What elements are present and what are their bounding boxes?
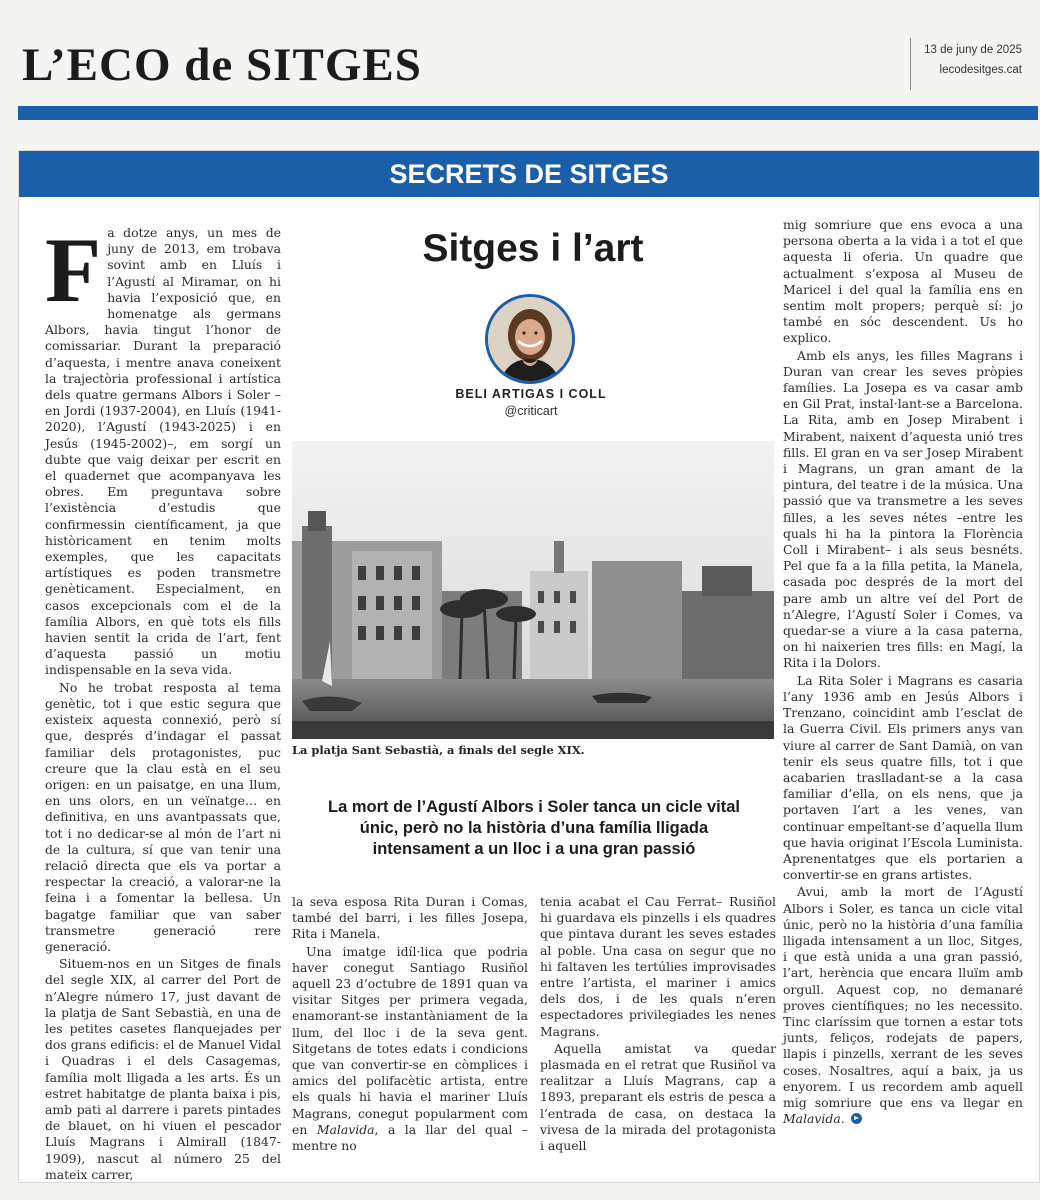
masthead-bar — [18, 106, 1038, 120]
article-column-3 — [540, 894, 776, 1155]
drop-cap: F — [45, 219, 102, 321]
author-portrait-icon — [488, 297, 572, 381]
pull-quote: La mort de l’Agustí Albors i Soler tanca un cicle vital únic, però no la història d’una família lligada intensament a un lloc i a una gran passió — [328, 798, 740, 858]
issue-date: 13 de juny de 2025 — [924, 44, 1022, 56]
photo-caption: La platja Sant Sebastià, a finals del segle XIX. — [292, 743, 585, 757]
paragraph: La Rita Soler i Magrans es casaria l’any 1936 amb en Jesús Albors i Trenzano, coincidint amb l’esclat de la Guerra Civil. Els primers anys van viure al carrer de Sant Damià, on van tenir els seus quatre fills, tot i que acabarien traslladant-se a la casa familiar d’ella, on els nens, que ja portaven l’art a les venes, van continuar empeltant-se d’aquella llum que havia originat l’Escola Luminista. Aprenentatges que els portarien a convertir-se en grans artistes. — [783, 672, 1023, 883]
paragraph: Aquella amistat va quedar plasmada en el retrat que Rusiñol va realitzar a Lluís Magrans, cap a 1893, preparant els estris de pesca a l’entrada de casa, on destaca la vivesa de la mirada del protagonista i aquell — [540, 1040, 776, 1154]
author-handle: @criticart — [504, 404, 558, 418]
beach-photo-image — [292, 441, 774, 739]
author-name: BELI ARTIGAS I COLL — [455, 387, 607, 401]
author-avatar — [485, 294, 575, 384]
paragraph: No he trobat resposta al tema genètic, tot i que estic segura que existeix aquesta connexió, però sí que, després d’indagar el passat familiar dels protagonistes, puc creure que la clau està en el seu origen: en un paisatge, en una llum, en uns olors, en un veïnatge… en definitiva, en uns avantpassats que, tot i no dedicar-se al món de l’art ni de la cultura, sí que van tenir una relació directa que els va portar a respectar la creació, a valorar-ne la feina i a fomentar la bellesa. Un bagatge familiar que van saber transmetre generació rere generació. — [45, 679, 281, 954]
nickname: Malavida — [316, 1121, 375, 1137]
article-page — [18, 150, 1040, 1183]
article-column-2 — [292, 894, 528, 1155]
article-end-arrow-icon — [851, 1113, 862, 1124]
paragraph: tenia acabat el Cau Ferrat– Rusiñol hi guardava els pinzells i els quadres que pintava durant les seves estades al poble. Una casa on segur que no hi faltaven les tertúlies improvisades entre l’artista, el mariner i amics dels dos, i de les quals n’eren espectadores privilegiades les nenes Magrans. — [540, 894, 776, 1039]
masthead — [0, 0, 1040, 122]
paragraph: la seva esposa Rita Duran i Comas, també del barri, i les filles Josepa, Rita i Manela. — [292, 894, 528, 942]
masthead-divider — [910, 38, 911, 90]
newspaper-title: L’ECO de SITGES — [22, 39, 422, 91]
paragraph: Una imatge idíl·lica que podria haver conegut Santiago Rusiñol aquell 23 d’octubre de 1891 quan va visitar Sitges per primera vegada, enamorant-se instantàniament de la llum, del lloc i de la seva gent. Sitgetans de totes edats i condicions que van convertir-se en còmplices i amics del polifacètic artista, entre els quals hi havia el mariner Lluís Magrans, conegut popularment com en Malavida, a la llar del qual –mentre no — [292, 943, 528, 1154]
section-title: SECRETS DE SITGES — [389, 159, 669, 189]
website-address: lecodesitges.cat — [939, 64, 1022, 76]
paragraph: Fa dotze anys, un mes de juny de 2013, em trobava sovint amb en Lluís i l’Agustí al Miramar, on hi havia l’exposició que, en homenatge als germans Albors, havia tingut l’honor de comissariar. Durant la preparació d’aquesta, i mentre anava coneixent la trajectòria professional i artística dels quatre germans Albors i Soler –en Jordi (1937-2004), en Lluís (1941-2020), l’Agustí (1943-2025) i en Jesús (1945-2002)–, em sorgí un dubte que vaig deixar per escrit en el quadernet que acompanyava les obres. Em preguntava sobre l’existència d’estudis que confirmessin científicament, ja que històricament en tenim molts exemples, que les capacitats artístiques es poden transmetre genèticament. Especialment, en casos excepcionals com el de la família Albors, en què tots els fills havien sentit la crida de l’art, fent d’aquesta passió un motiu indispensable en la seva vida. — [45, 219, 281, 678]
paragraph: Avui, amb la mort de l’Agustí Albors i Soler, es tanca un cicle vital únic, però no la història d’una família lligada intensament a un lloc, Sitges, i que està unida a una gran passió, l’art, herència que encara lluïm amb orgull. Aquest cop, no demanaré proves científiques; no les necessito. Tinc claríssim que tornen a estar tots junts, feliços, rodejats de papers, llapis i pinzells, xerrant de les seves coses. Nosaltres, aquí a baix, ja us enyorem. I us recordem amb aquell mig somriure que ens va llegar en Malavida. — [783, 884, 1023, 1127]
paragraph: Amb els anys, les filles Magrans i Duran van crear les seves pròpies famílies. La Josepa es va casar amb en Gil Prat, instal·lant-se a Barcelona. La Rita, amb en Josep Mirabent i Mirabent, naixent d’aquesta unió tres fills. El gran en va ser Josep Mirabent i Magrans, un gran amant de la pintura, del teatre i de la música. Una passió que va transmetre a les seves filles, a les seves nétes –entre les quals hi ha la pintora la Florència Coll i Mirabent– i als seus besnéts. Pel que fa a la filla petita, la Manela, casada poc després de la mort del pare amb un altre veí del Port de n’Alegre, l’Agustí Soler i Comes, va quedar-se a viure a la casa paterna, on hi naixerien tres fills: en Magí, la Rita i la Dolors. — [783, 347, 1023, 671]
paragraph: mig somriure que ens evoca a una persona oberta a la vida i a tot el que aquesta li oferia. Un quadre que actualment s’exposa al Museu de Maricel i del qual la família ens en sentim molt propers; perquè sí: jo també en sóc descendent. Us ho explico. — [783, 217, 1023, 346]
paragraph: Situem-nos en un Sitges de finals del segle XIX, al carrer del Port de n’Alegre número 17, just davant de la platja de Sant Sebastià, en una de les petites casetes flanquejades per dos grans edificis: el de Manuel Vidal i Quadras i el dels Casagemas, família molt lligada a les arts. És un estret habitatge de planta baixa i pis, amb pati al darrere i parets pintades de blauet, on hi viuen el pescador Lluís Magrans i Almirall (1847-1909), nascut al número 25 del mateix carrer, — [45, 956, 281, 1182]
article-column-4 — [783, 217, 1023, 1128]
article-column-1 — [45, 219, 281, 1184]
historic-beach-photo — [292, 441, 774, 739]
nickname: Malavida — [783, 1111, 841, 1127]
article-headline: Sitges i l’art — [422, 227, 644, 270]
